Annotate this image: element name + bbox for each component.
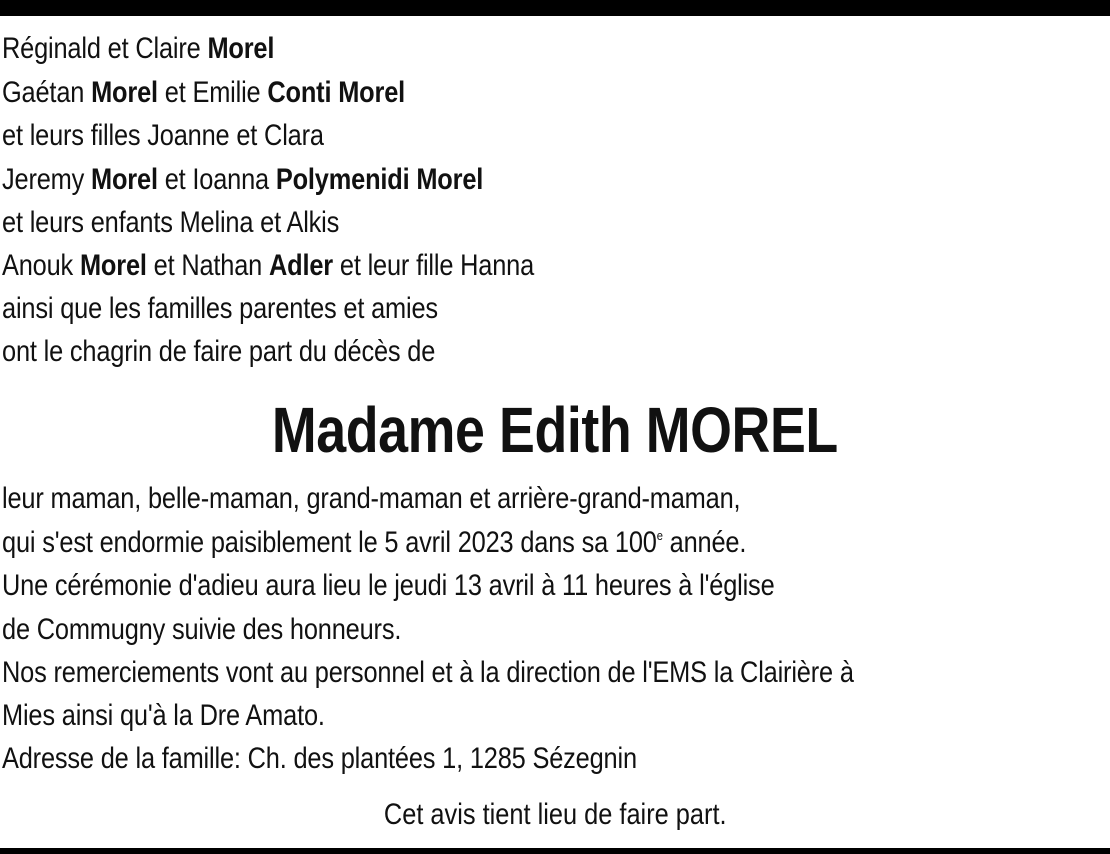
family-surname: Morel xyxy=(79,249,147,282)
body-line xyxy=(2,651,854,695)
family-line xyxy=(2,27,274,71)
body-line xyxy=(2,521,746,570)
family-text: ont le chagrin de faire part du décès de xyxy=(2,335,436,368)
family-text: Réginald et Claire xyxy=(2,32,208,65)
footer-note xyxy=(0,793,1110,837)
family-text: et leur fille Hanna xyxy=(333,249,535,282)
family-text: ainsi que les familles parentes et amies xyxy=(2,292,438,325)
body-line xyxy=(2,564,775,608)
family-text: et Ioanna xyxy=(157,163,276,196)
family-line xyxy=(2,330,435,374)
family-text: et leurs filles Joanne et Clara xyxy=(2,119,324,152)
body-line xyxy=(2,694,325,738)
body-line xyxy=(2,477,740,521)
family-text: Jeremy xyxy=(2,163,92,196)
family-text: et Emilie xyxy=(157,76,268,109)
family-line xyxy=(2,158,483,202)
body-text: Mies ainsi qu'à la Dre Amato. xyxy=(2,699,325,732)
family-text: Gaétan xyxy=(2,76,92,109)
family-surname: Morel xyxy=(91,76,158,109)
ordinal-superscript: e xyxy=(656,528,663,543)
family-surname: Polymenidi Morel xyxy=(275,163,484,196)
body-line xyxy=(2,608,401,652)
body-text: leur maman, belle-maman, grand-maman et arrière-grand-maman, xyxy=(2,482,741,515)
body-text: de Commugny suivie des honneurs. xyxy=(2,613,402,646)
family-text: et leurs enfants Melina et Alkis xyxy=(2,206,340,239)
family-line xyxy=(2,71,405,115)
family-surname: Morel xyxy=(207,32,275,65)
family-line xyxy=(2,201,339,245)
body-text: Adresse de la famille: Ch. des plantées 1, 1285 Sézegnin xyxy=(2,742,637,775)
family-line xyxy=(2,244,534,288)
body-line xyxy=(2,737,637,781)
footer-note-text: Cet avis tient lieu de faire part. xyxy=(383,798,727,831)
body-text: Une cérémonie d'adieu aura lieu le jeudi 13 avril à 11 heures à l'église xyxy=(2,569,775,602)
body-text: Nos remerciements vont au personnel et à la direction de l'EMS la Clairière à xyxy=(2,656,854,689)
family-surname: Adler xyxy=(269,249,334,282)
family-line xyxy=(2,114,324,158)
body-text: qui s'est endormie paisiblement le 5 avril 2023 dans sa 100 xyxy=(2,526,657,559)
bottom-border-rule xyxy=(0,848,1110,854)
deceased-name: Madame Edith MOREL xyxy=(272,394,838,466)
family-text: et Nathan xyxy=(146,249,270,282)
top-border-rule xyxy=(0,0,1110,16)
deceased-name-heading xyxy=(0,392,1110,468)
family-surname: Morel xyxy=(91,163,158,196)
family-surname: Conti Morel xyxy=(267,76,406,109)
family-text: Anouk xyxy=(2,249,80,282)
body-text: année. xyxy=(662,526,747,559)
family-line xyxy=(2,287,438,331)
